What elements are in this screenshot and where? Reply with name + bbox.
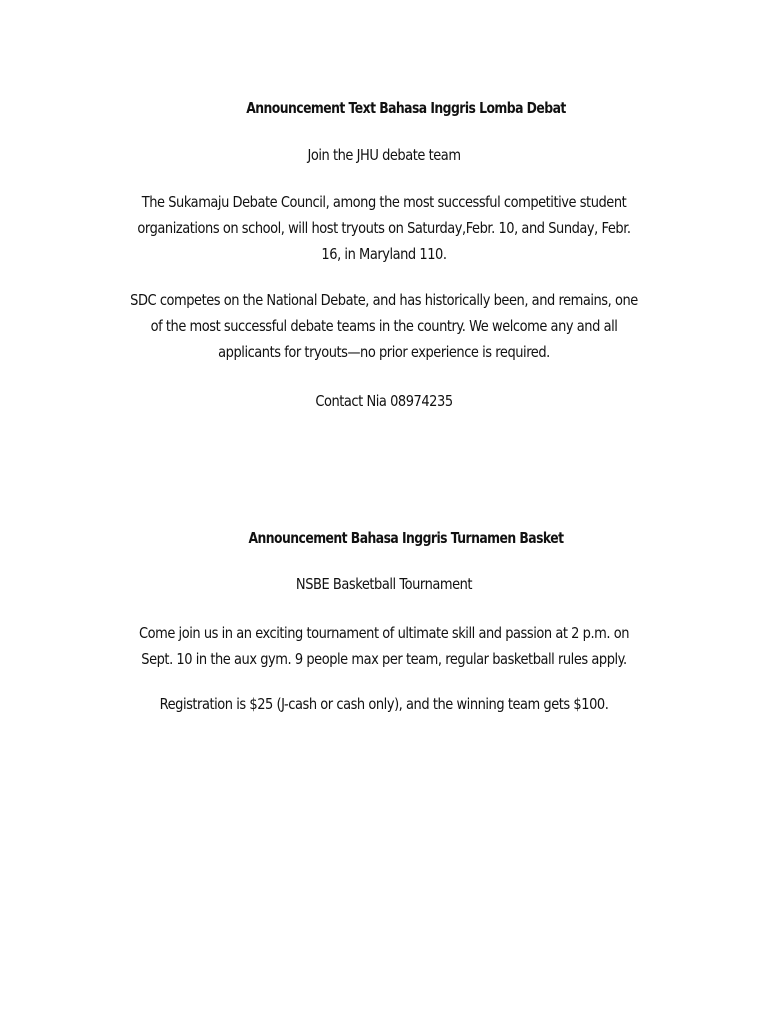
debate-paragraph-2-line-3: applicants for tryouts—no prior experience is required. — [218, 343, 550, 361]
debate-paragraph-2-line-1: SDC competes on the National Debate, and has historically been, and remains, one — [130, 291, 638, 309]
basket-paragraph-1-line-1: Come join us in an exciting tournament of ultimate skill and passion at 2 p.m. on — [138, 624, 630, 642]
basket-announcement-title: Announcement Bahasa Inggris Turnamen Basket — [248, 529, 564, 547]
debate-announcement-title: Announcement Text Bahasa Inggris Lomba Debat — [246, 99, 566, 117]
debate-paragraph-1-line-1: The Sukamaju Debate Council, among the most successful competitive student — [141, 193, 627, 211]
debate-subtitle: Join the JHU debate team — [307, 146, 461, 164]
debate-contact: Contact Nia 08974235 — [315, 392, 453, 410]
debate-paragraph-2-line-2: of the most successful debate teams in the country. We welcome any and all — [150, 317, 618, 335]
basket-paragraph-1-line-2: Sept. 10 in the aux gym. 9 people max per team, regular basketball rules apply. — [141, 650, 627, 668]
basket-paragraph-2: Registration is $25 (J-cash or cash only), and the winning team gets $100. — [159, 695, 609, 713]
debate-paragraph-1-line-3: 16, in Maryland 110. — [321, 245, 447, 263]
basket-subtitle: NSBE Basketball Tournament — [295, 575, 473, 593]
debate-paragraph-1-line-2: organizations on school, will host tryouts on Saturday,Febr. 10, and Sunday, Febr. — [137, 219, 631, 237]
